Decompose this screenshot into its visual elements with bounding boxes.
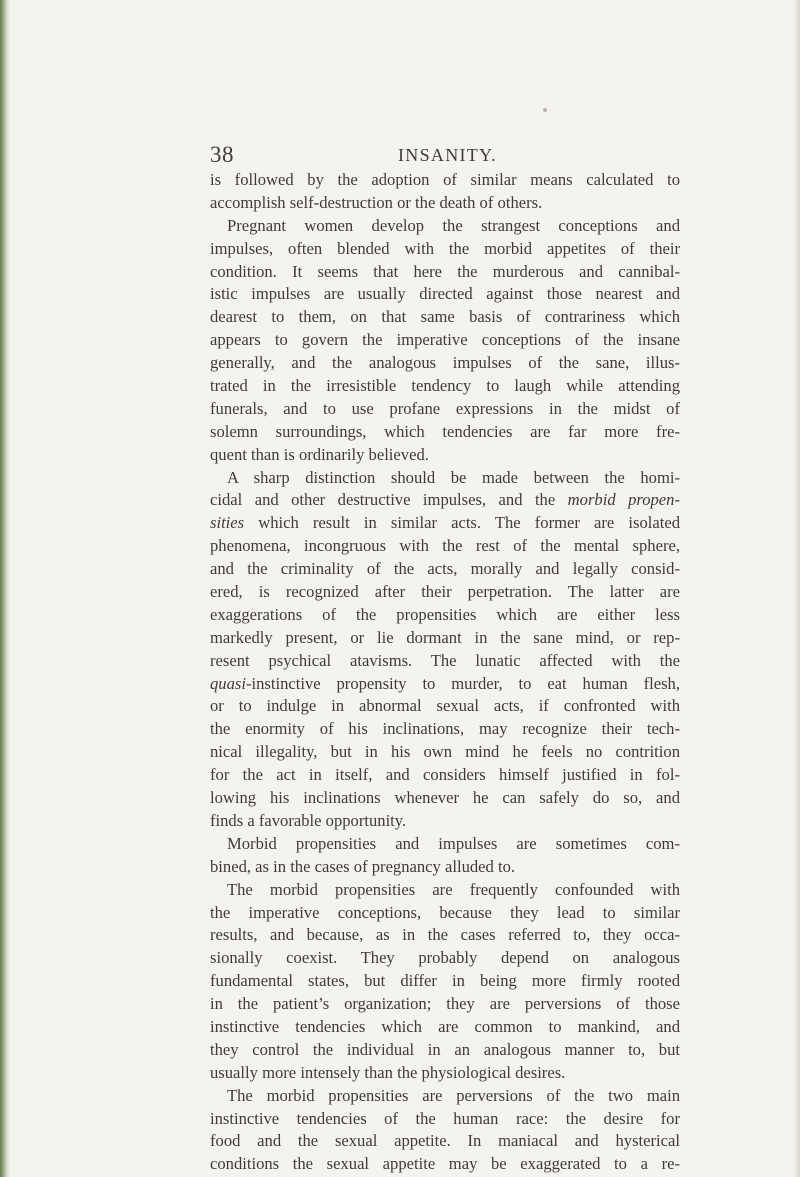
text-line: sionally coexist. They probably depend on analogous xyxy=(210,948,680,968)
text-line xyxy=(210,489,680,512)
text-line: impulses, often blended with the morbid appetites of their xyxy=(210,238,680,258)
text-line: istic impulses are usually directed against those nearest and xyxy=(210,284,680,304)
text-line: phenomena, incongruous with the rest of the mental sphere, xyxy=(210,536,680,556)
text-line: accomplish self-destruction or the death of others. xyxy=(210,192,543,212)
text-line: resent psychical atavisms. The lunatic affected with the xyxy=(210,650,680,670)
text-segment: which result in similar acts. The former are isolated xyxy=(244,513,680,533)
text-line: finds a favorable opportunity. xyxy=(210,810,407,830)
text-line: instinctive tendencies which are common to mankind, and xyxy=(210,1016,680,1036)
text-line: ered, is recognized after their perpetration. The latter are xyxy=(210,582,680,602)
text-line: A sharp distinction should be made between the homi- xyxy=(227,467,680,487)
text-line xyxy=(210,512,680,535)
text-line: bined, as in the cases of pregnancy alluded to. xyxy=(210,856,516,876)
text-line: lowing his inclinations whenever he can safely do so, and xyxy=(210,788,680,808)
text-line: The morbid propensities are frequently confounded with xyxy=(227,879,680,899)
page-edge xyxy=(792,0,800,1177)
text-line: instinctive tendencies of the human race: the desire for xyxy=(210,1108,680,1128)
body-text xyxy=(210,169,680,1176)
text-line: is followed by the adoption of similar means calculated to xyxy=(210,170,680,189)
text-line: food and the sexual appetite. In maniacal and hysterical xyxy=(210,1131,680,1151)
text-segment: -instinctive propensity to murder, to eat human flesh, xyxy=(245,673,680,693)
text-line: quent than is ordinarily believed. xyxy=(210,444,429,464)
text-line: usually more intensely than the physiological desires. xyxy=(210,1062,566,1082)
text-line xyxy=(210,673,680,696)
text-line: appears to govern the imperative conceptions of the insane xyxy=(210,330,680,350)
text-line: exaggerations of the propensities which are either less xyxy=(210,604,680,624)
text-line: or to indulge in abnormal sexual acts, if confronted with xyxy=(210,696,680,716)
text-line: solemn surroundings, which tendencies are far more fre- xyxy=(210,421,680,441)
text-line: condition. It seems that here the murderous and cannibal- xyxy=(210,261,680,281)
text-line: funerals, and to use profane expressions in the midst of xyxy=(210,398,680,418)
italic-term: morbid propen- xyxy=(567,490,680,510)
paper-speck xyxy=(543,108,547,112)
page-number: 38 xyxy=(210,142,234,167)
text-line: Morbid propensities and impulses are sometimes com- xyxy=(227,833,680,853)
text-line: fundamental states, but differ in being more firmly rooted xyxy=(210,971,680,991)
text-line: for the act in itself, and considers himself justified in fol- xyxy=(210,765,680,785)
text-line: generally, and the analogous impulses of the sane, illus- xyxy=(210,353,680,373)
running-head: INSANITY. xyxy=(398,145,497,165)
italic-term: sities xyxy=(210,513,245,533)
text-line: results, and because, as in the cases referred to, they occa- xyxy=(210,925,680,945)
binding-edge xyxy=(0,0,10,1177)
text-line: they control the individual in an analogous manner to, but xyxy=(210,1039,680,1059)
text-line: Pregnant women develop the strangest conceptions and xyxy=(227,215,680,235)
text-line: The morbid propensities are perversions of the two main xyxy=(227,1085,680,1105)
text-line: the enormity of his inclinations, may recognize their tech- xyxy=(210,719,680,739)
italic-term: quasi xyxy=(210,673,246,693)
text-line: dearest to them, on that same basis of contrariness which xyxy=(210,307,680,327)
text-line: markedly present, or lie dormant in the sane mind, or rep- xyxy=(210,627,680,647)
text-line: and the criminality of the acts, morally and legally consid- xyxy=(210,559,680,579)
page-header xyxy=(210,140,680,170)
text-line: the imperative conceptions, because they lead to similar xyxy=(210,902,680,922)
text-line: in the patient’s organization; they are perversions of those xyxy=(210,994,680,1014)
text-segment: cidal and other destructive impulses, and the xyxy=(210,490,568,510)
text-line: trated in the irresistible tendency to laugh while attending xyxy=(210,376,680,396)
text-line: conditions the sexual appetite may be exaggerated to a re- xyxy=(210,1154,680,1174)
text-line: nical illegality, but in his own mind he feels no contrition xyxy=(210,742,680,762)
